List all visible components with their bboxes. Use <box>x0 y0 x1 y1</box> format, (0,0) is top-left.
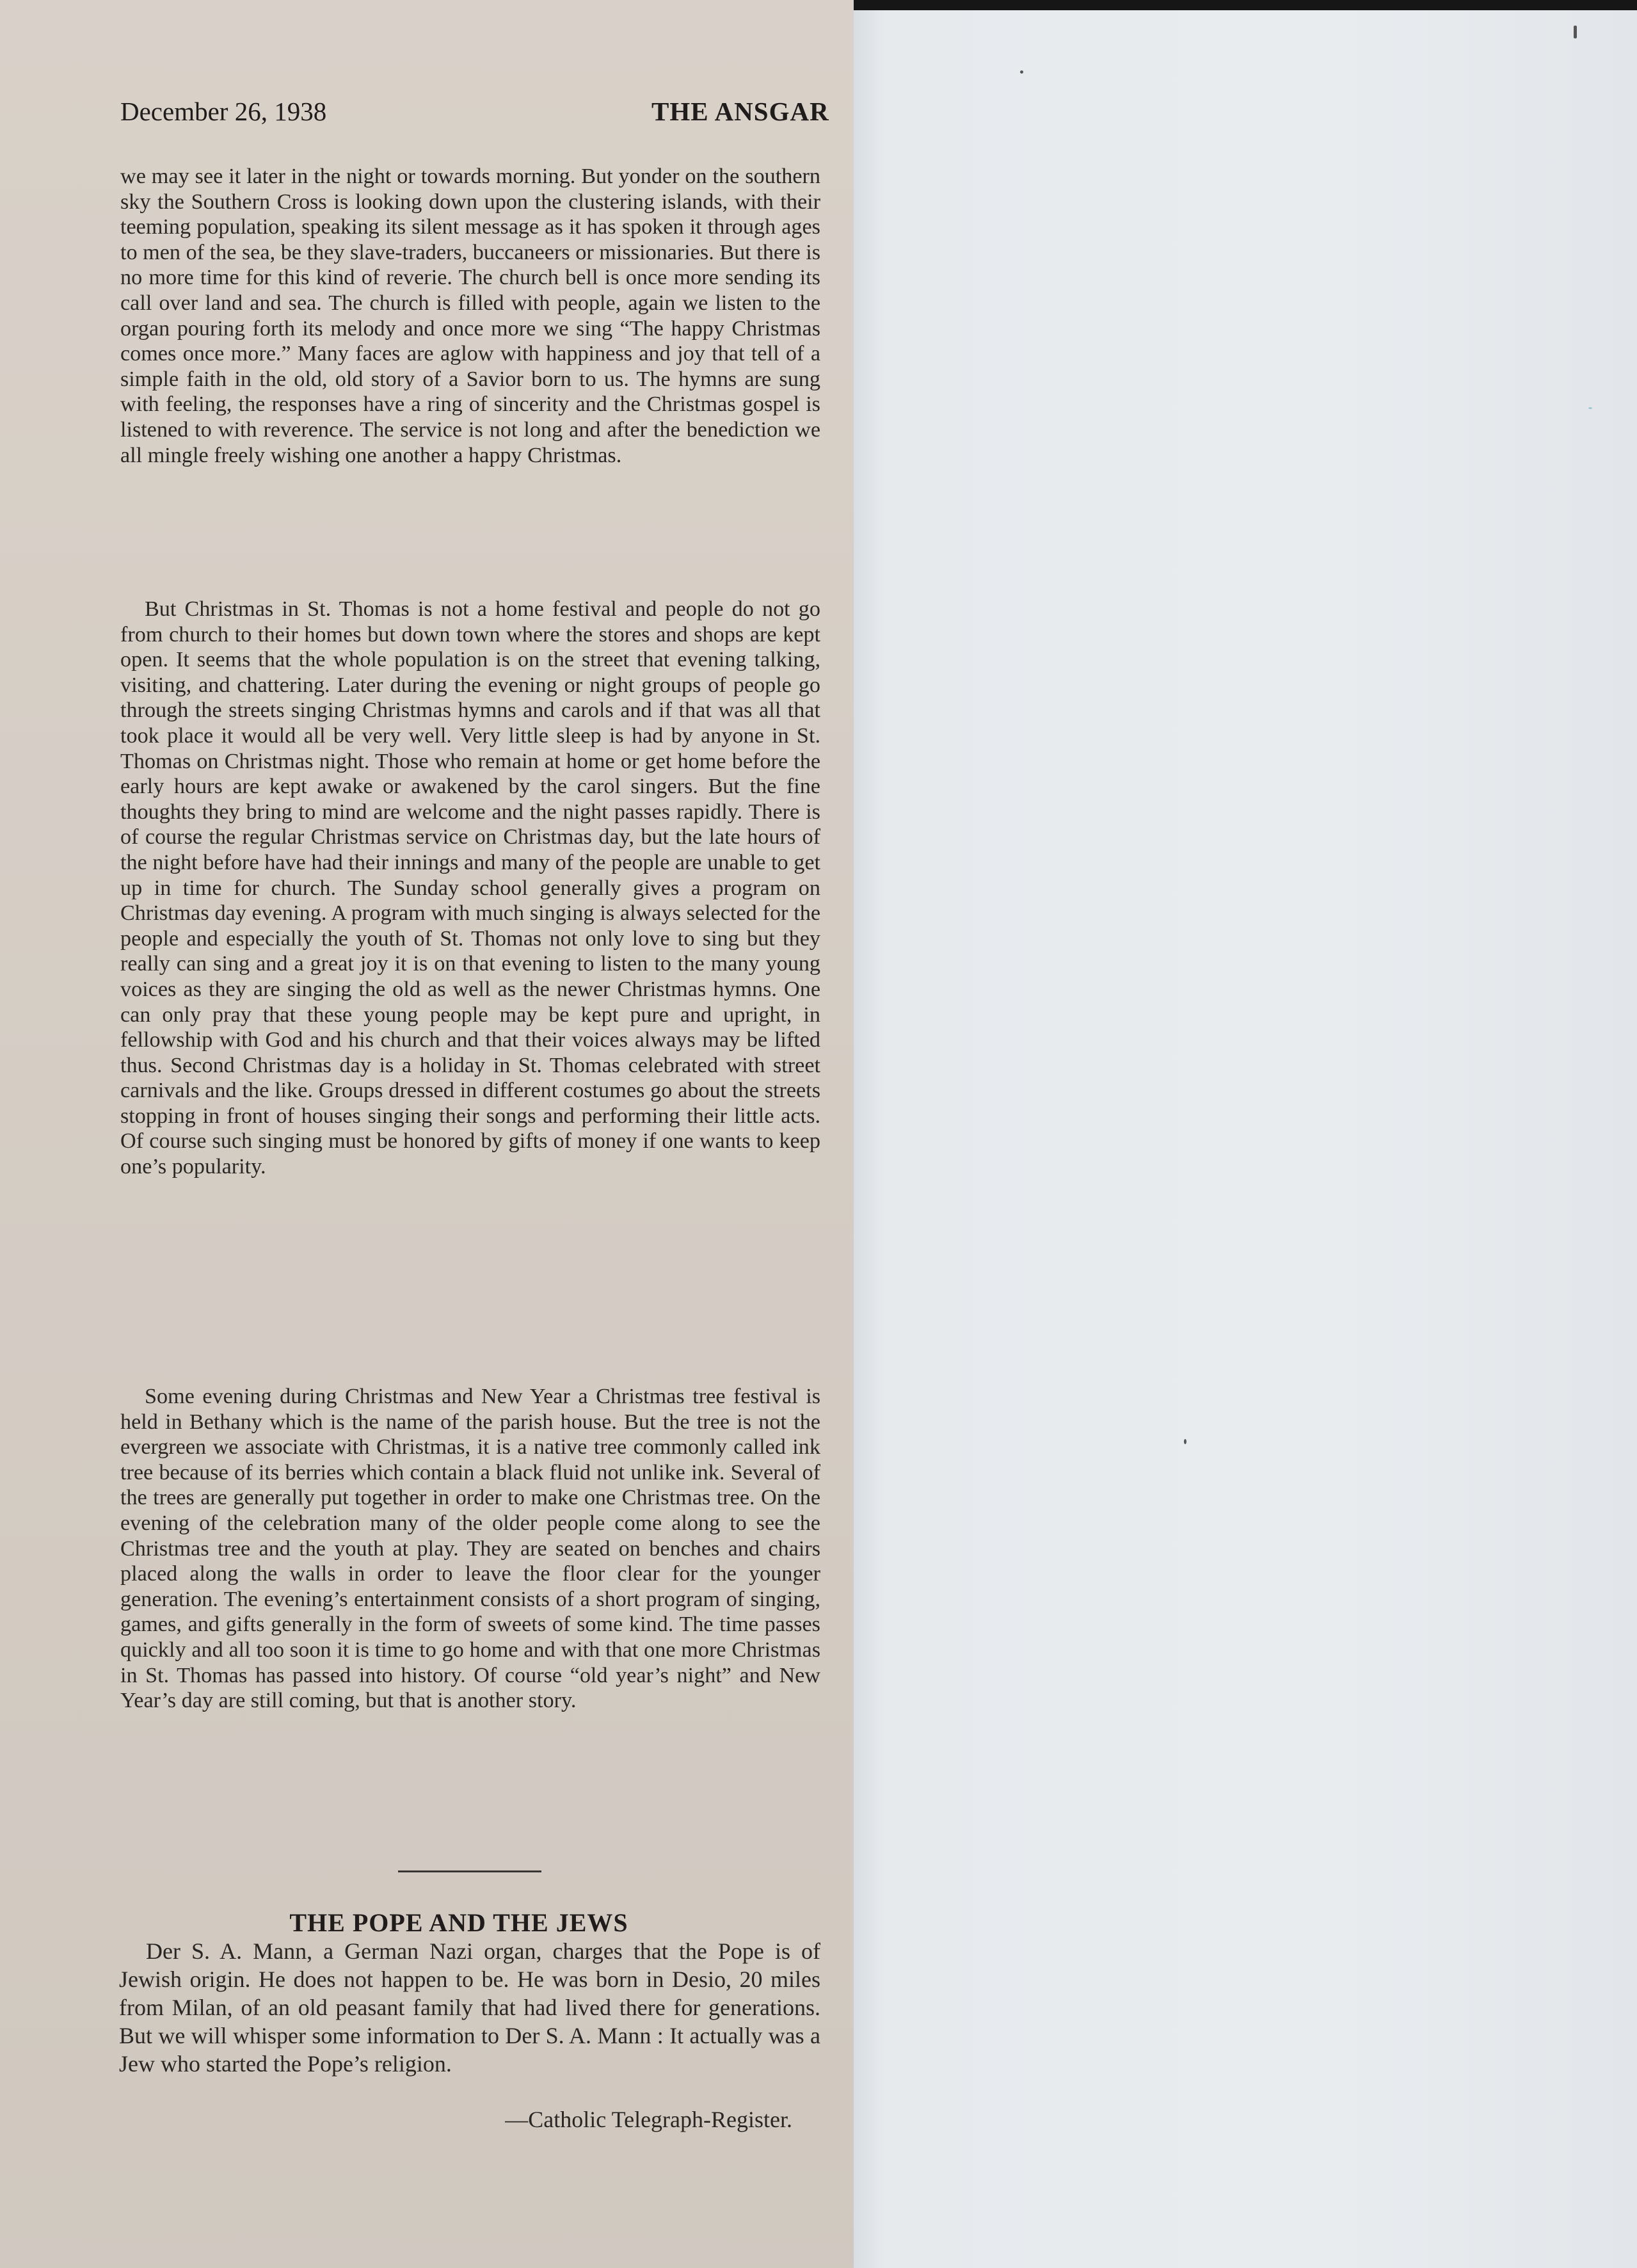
publication-title: THE ANSGAR <box>651 97 829 126</box>
article-column-continued-3 <box>120 1384 820 1714</box>
article-heading: THE POPE AND THE JEWS <box>289 1908 628 1937</box>
body-paragraph-1: we may see it later in the night or towards morning. But yonder on the southern sky the Southern Cross is looking down upon the clustering islands, with their teeming population, speaking its silent message as it has spoken it through ages to men of the sea, be they slave-traders, buccaneers or missionaries. But there is no more time for this kind of reverie. The church bell is once more sending its call over land and sea. The church is filled with people, again we listen to the organ pouring forth its melody and once more we sing “The happy Christmas comes once more.” Many faces are aglow with happiness and joy that tell of a simple faith in the old, old story of a Savior born to us. The hymns are sung with feeling, the responses have a ring of sincerity and the Christmas gospel is listened to with reverence. The service is not long and after the benediction we all mingle freely wishing one another a happy Christmas. <box>120 165 820 467</box>
article-paragraph: Der S. A. Mann, a German Nazi organ, charges that the Pope is of Jewish origin. He does not happen to be. He was born in Desio, 20 miles from Milan, of an old peasant family that had lived there for generations. But we will whisper some information to Der S. A. Mann : It actually was a Jew who started the Pope’s religion. <box>119 1938 820 2077</box>
section-divider <box>398 1870 541 1872</box>
dust-speck <box>1588 407 1592 409</box>
article-source: —Catholic Telegraph-Register. <box>505 2107 792 2132</box>
body-paragraph-2: But Christmas in St. Thomas is not a home festival and people do not go from church to their homes but down town where the stores and shops are kept open. It seems that the whole population is on the street that evening talking, visiting, and chattering. Later during the evening or night groups of people go through the streets singing Christmas hymns and carols and if that was all that took place it would all be very well. Very little sleep is had by anyone in St. Thomas on Christmas night. Those who remain at home or get home before the early hours are kept awake or awakened by the carol singers. But the fine thoughts they bring to mind are welcome and the night passes rapidly. There is of course the regular Christmas service on Christmas day, but the late hours of the night before have had their innings and many of the people are unable to get up in time for church. The Sunday school generally gives a program on Christmas day evening. A program with much singing is always selected for the people and especially the youth of St. Thomas not only love to sing but they really can sing and a great joy it is on that evening to listen to the many young voices as they are singing the old as well as the newer Christmas hymns. One can only pray that these young people may be kept pure and upright, in fellowship with God and his church and that their voices always may be lifted thus. Second Christmas day is a holiday in St. Thomas celebrated with street carnivals and the like. Groups dressed in different costumes go about the streets stopping in front of houses singing their songs and performing their little acts. Of course such singing must be honored by gifts of money if one wants to keep one’s popularity. <box>120 597 820 1179</box>
blank-page-right <box>854 10 1637 2268</box>
dust-speck <box>1574 26 1577 38</box>
article-column-continued <box>120 164 820 468</box>
article-column-continued-2 <box>120 597 820 1180</box>
body-paragraph-3: Some evening during Christmas and New Year a Christmas tree festival is held in Bethany which is the name of the parish house. But the tree is not the evergreen we associate with Christmas, it is a native tree commonly called ink tree because of its berries which contain a black fluid not unlike ink. Several of the trees are generally put together in order to make one Christmas tree. On the evening of the celebration many of the older people come along to see the Christmas tree and the youth at play. They are seated on benches and chairs placed along the walls in order to leave the floor clear for the younger generation. The evening’s entertainment consists of a short program of singing, games, and gifts generally in the form of sweets of some kind. The time passes quickly and all too soon it is time to go home and with that one more Christmas in St. Thomas has passed into history. Of course “old year’s night” and New Year’s day are still coming, but that is another story. <box>120 1385 820 1713</box>
dust-speck <box>1184 1439 1186 1444</box>
page-date: December 26, 1938 <box>120 97 327 126</box>
scanner-edge-bar <box>854 0 1637 10</box>
article-body <box>119 1937 820 2078</box>
dust-speck <box>1020 70 1023 74</box>
